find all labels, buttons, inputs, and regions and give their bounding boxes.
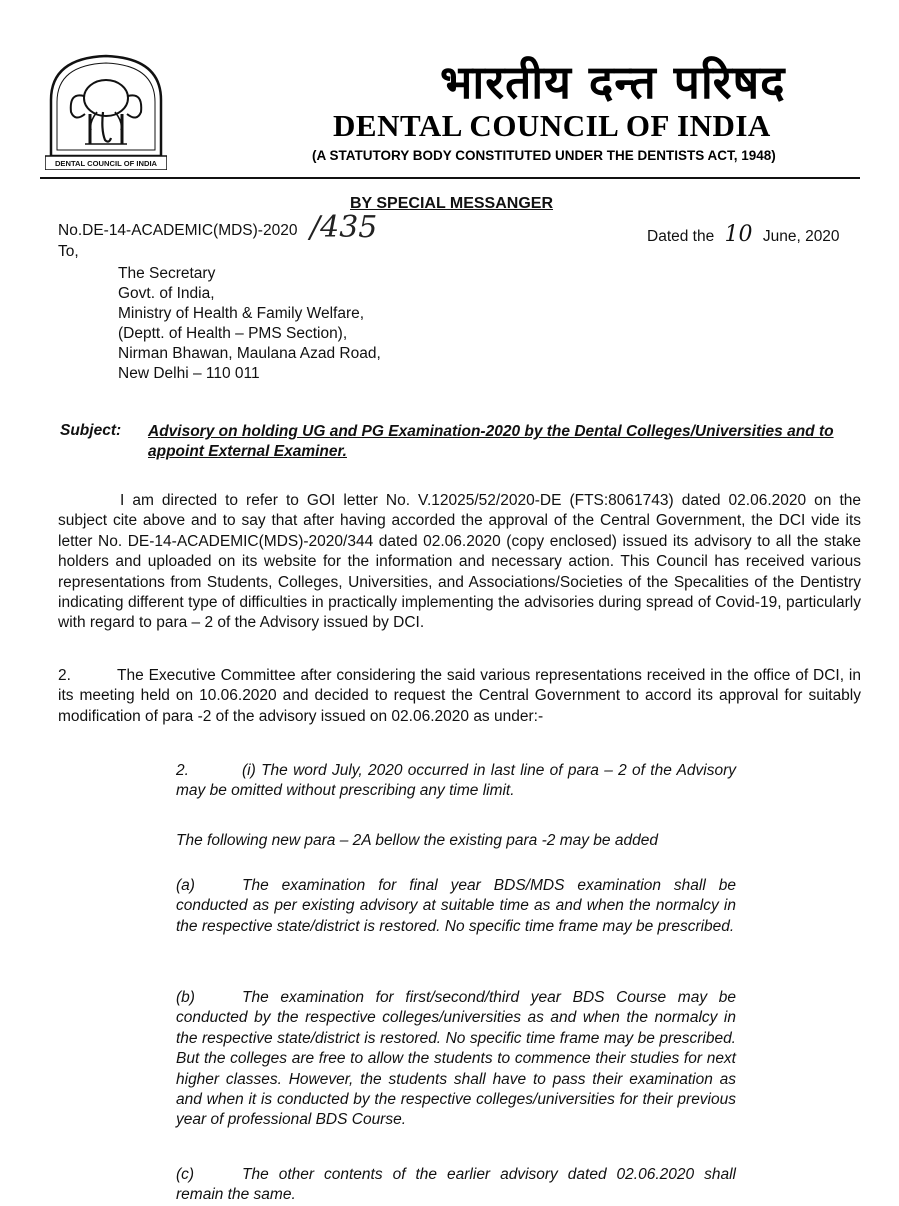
paragraph-text: The Executive Committee after considering the said various representations received in the office of DCI, in its meeting held on 10.06.2020 and decided to request the Central Government to accord its approval for suitably modification of para -2 of the advisory issued on 02.06.2020 as under:- [58,667,861,725]
date-prefix: Dated the [647,228,715,245]
handwritten-day: 10 [724,222,753,247]
body-paragraph-2 [58,666,861,727]
emblem-caption: DENTAL COUNCIL OF INDIA [54,159,158,168]
clause-text: The other contents of the earlier advisory dated 02.06.2020 shall remain the same. [176,1166,736,1204]
clause-label: (a) [176,877,195,894]
clause-b [176,988,736,1131]
letter-date [647,222,840,247]
clause-label: (c) [176,1166,195,1183]
handwritten-reference-number: /435 [310,210,378,245]
delivery-mode: BY SPECIAL MESSANGER [350,195,554,212]
statutory-line: (A STATUTORY BODY CONSTITUTED UNDER THE DENTISTS ACT, 1948) [312,148,776,163]
address-line: Nirman Bhawan, Maulana Azad Road, [118,345,381,362]
to-label: To, [58,243,79,260]
modification-item-2 [176,761,736,802]
address-line: The Secretary [118,265,216,282]
clause-label: (b) [176,989,195,1006]
subject-text: Advisory on holding UG and PG Examination-2020 by the Dental Colleges/Universities and to appoint External Examiner. [148,423,834,460]
address-line: New Delhi – 110 011 [118,365,260,382]
address-line: (Deptt. of Health – PMS Section), [118,325,348,342]
dental-council-emblem [45,52,167,170]
reference-number: No.DE-14-ACADEMIC(MDS)-2020 [58,222,298,239]
paragraph-number: 2. [58,667,71,684]
body-paragraph-1: I am directed to refer to GOI letter No. V.12025/52/2020-DE (FTS:8061743) dated 02.06.2020 on the subject cite above and to say that after having accorded the approval of the Central Government, the DCI vide its letter No. DE-14-ACADEMIC(MDS)-2020/344 dated 02.06.2020 (copy enclosed) issued its advisory to all the stake holders and uploaded on its website for the information and necessary action. This Council has received various representations from Students, Colleges, Universities, and Associations/Societies of the Specalities of the Dentistry indicating different type of difficulties in practically implementing the advisories during spread of Covid-19, particularly with regard to para – 2 of the Advisory issued by DCI. [58,492,861,632]
date-suffix: June, 2020 [762,228,840,245]
recipient-address [118,264,381,384]
council-name: DENTAL COUNCIL OF INDIA [333,108,771,143]
new-para-intro: The following new para – 2A bellow the existing para -2 may be added [176,832,658,849]
letterhead-rule [40,177,860,179]
clause-a [176,876,736,937]
address-line: Ministry of Health & Family Welfare, [118,305,365,322]
hindi-council-name: भारतीय दन्त परिषद [440,55,786,109]
clause-text: The examination for final year BDS/MDS examination shall be conducted as per existing advisory at suitable time as and when the normalcy in the respective state/district is restored. No specific time frame may be prescribed. [176,877,736,935]
subject-label: Subject: [60,422,122,439]
item-text: (i) The word July, 2020 occurred in last line of para – 2 of the Advisory may be omitted without prescribing any time limit. [176,762,736,800]
address-line: Govt. of India, [118,285,215,302]
clause-text: The examination for first/second/third year BDS Course may be conducted by the respective colleges/universities as and when the normalcy in the respective state/district is restored. No specific time frame may be prescribed. But the colleges are free to allow the students to commence their studies for next higher classes. However, the students shall have to pass their examination as and when it is conducted by the respective colleges/universities for their previous year of professional BDS Course. [176,989,736,1129]
item-number: 2. [176,762,189,779]
